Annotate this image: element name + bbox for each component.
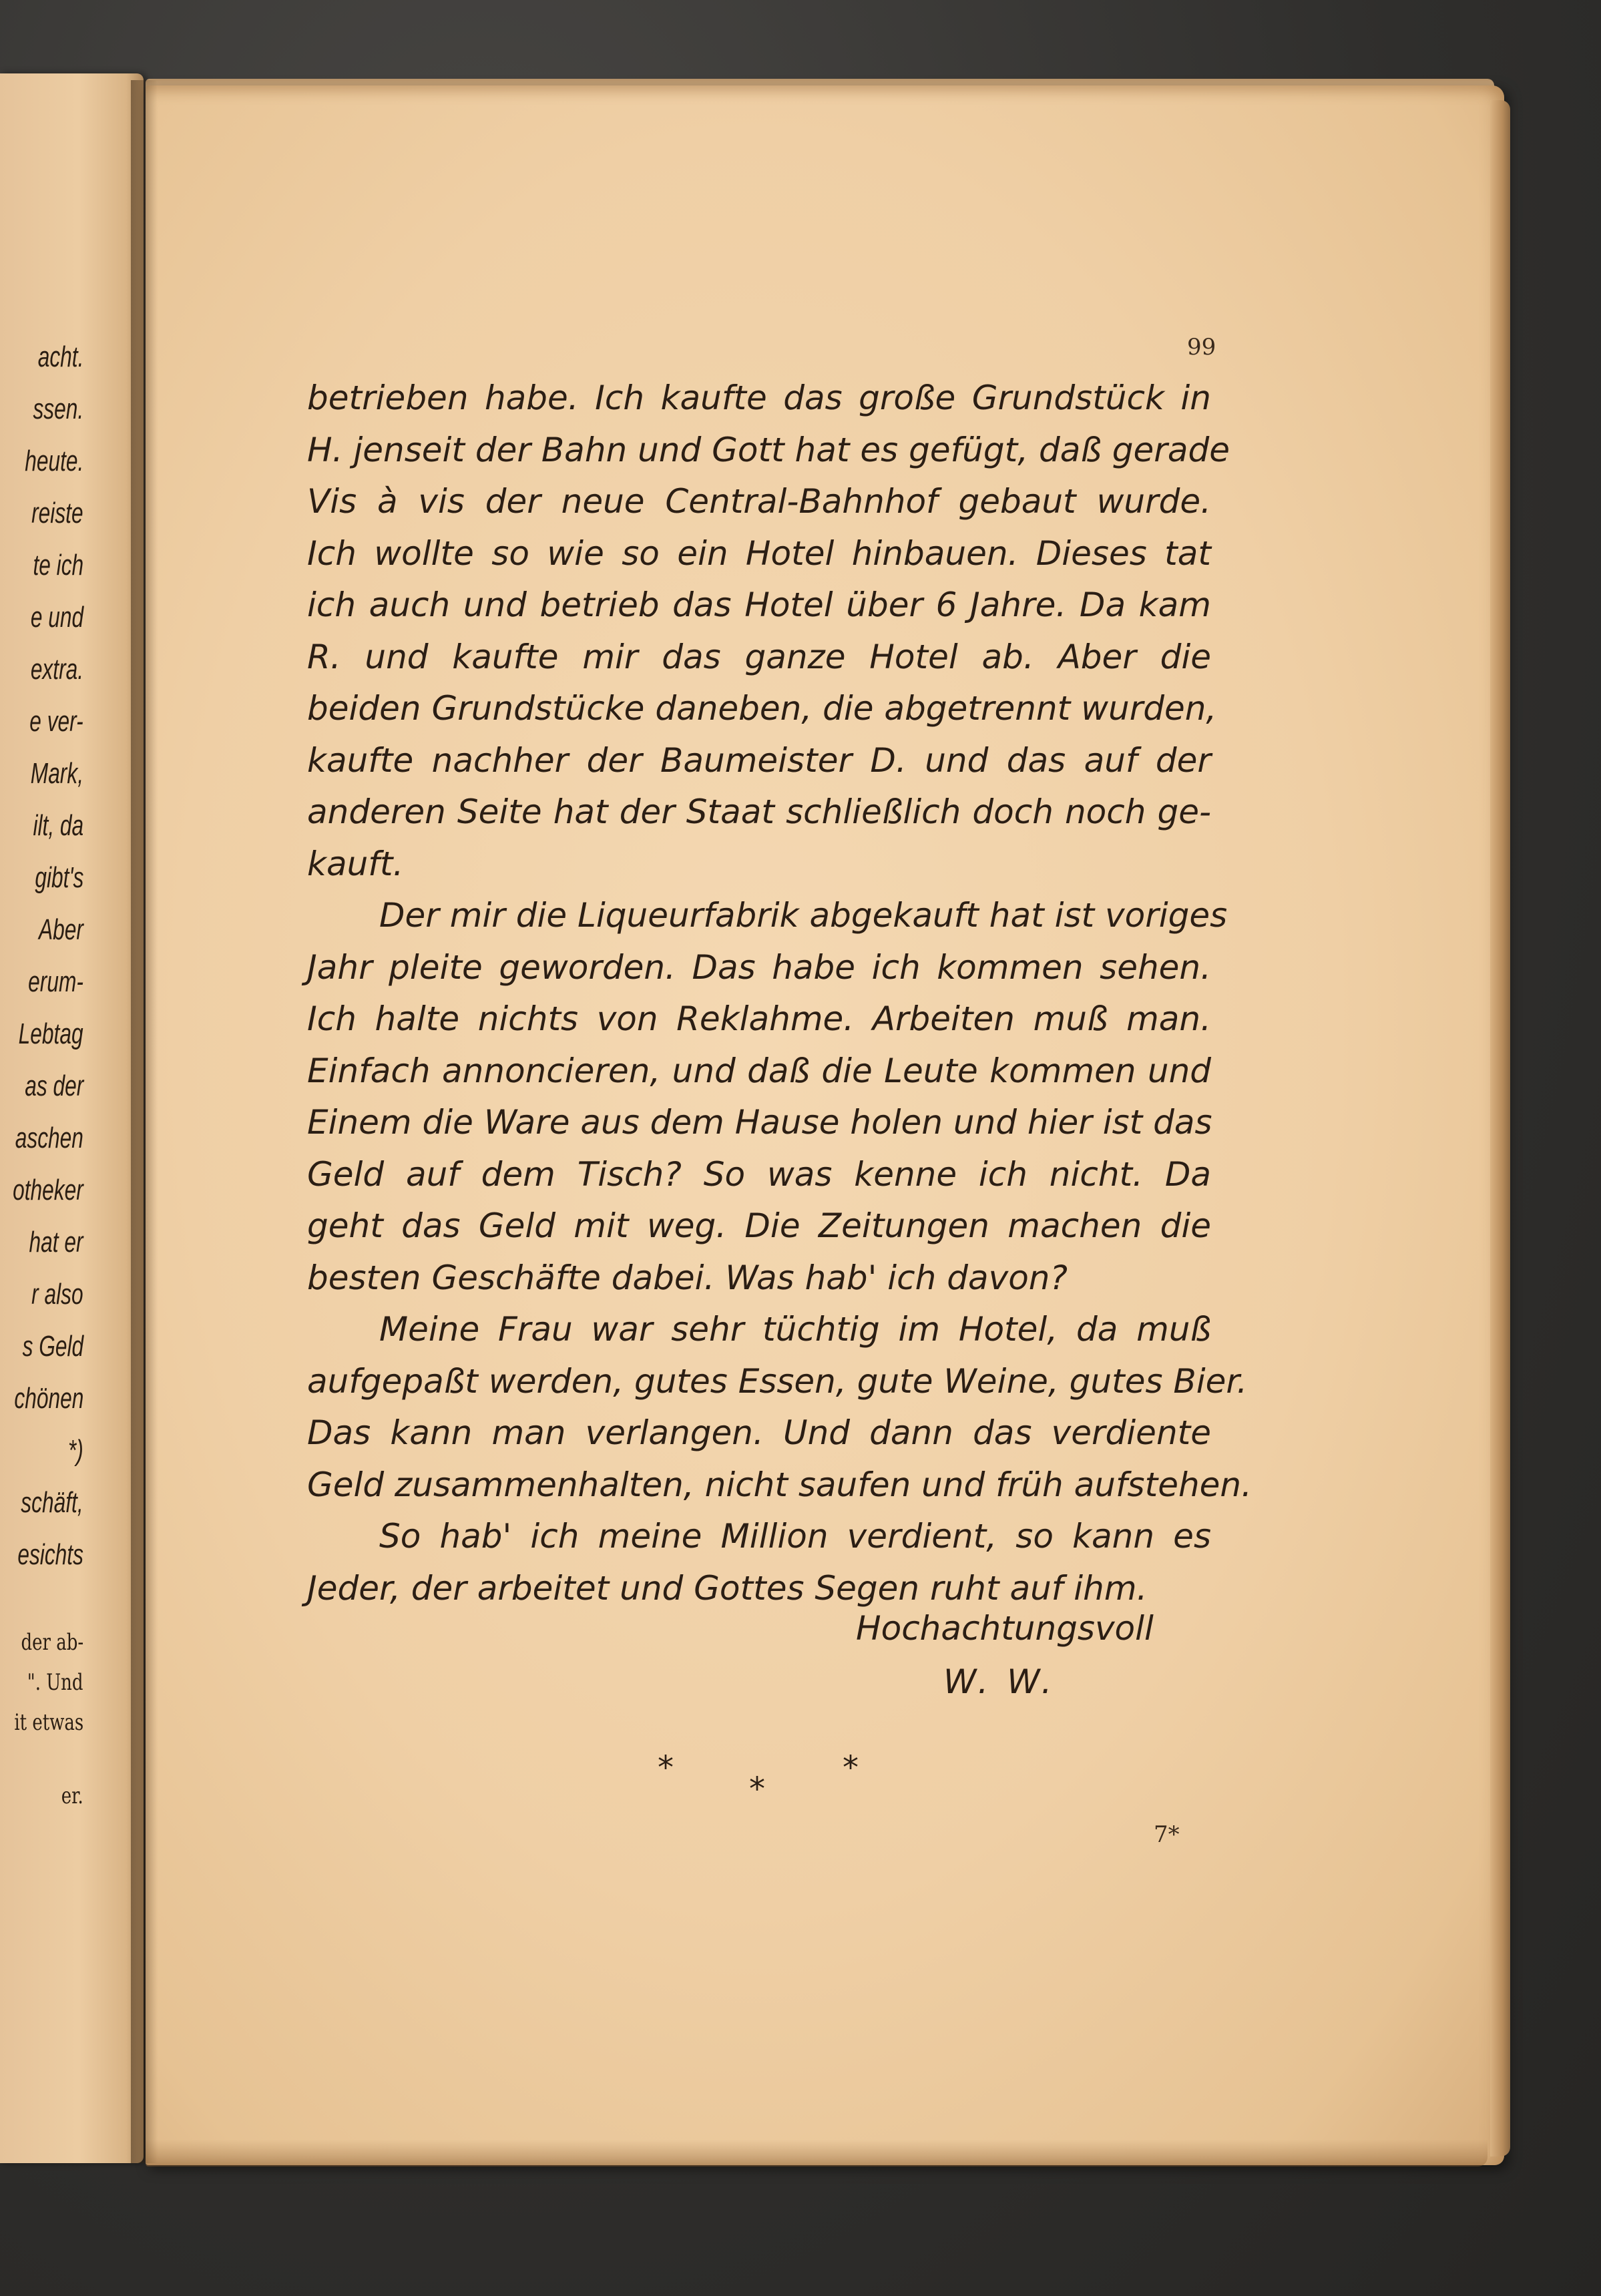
text-line: betrieben habe. Ich kaufte das große Grundstück in [307,379,1211,417]
text-line: Ich wollte so wie so ein Hotel hinbauen. Dieses tat [307,533,1211,573]
text-line: beiden Grundstücke daneben, die abgetrennt wurden, [307,689,1217,728]
page-number: 99 [1187,334,1216,361]
page-right-edge [1490,100,1510,2156]
previous-page-line: r also [31,1278,83,1311]
text-line: aufgepaßt werden, gutes Essen, gute Weine, gutes Bier. [307,1361,1248,1401]
letter-closing: Hochachtungsvoll [856,1609,1154,1648]
previous-page-footnote: der ab- [21,1629,83,1656]
book-gutter [131,80,158,2163]
previous-page-line: esichts [17,1538,83,1571]
text-line: geht das Geld mit weg. Die Zeitungen machen die [307,1206,1211,1245]
text-line: besten Geschäfte dabei. Was hab' ich davon? [307,1258,1068,1297]
previous-page-line: schäft, [21,1486,83,1519]
text-line: Einem die Ware aus dem Hause holen und hier ist das [307,1103,1212,1142]
text-line: Geld zusammenhalten, nicht saufen und früh aufstehen. [307,1465,1252,1504]
text-line: ich auch und betrieb das Hotel über 6 Jahre. Da kam [307,586,1211,624]
previous-page-line: e und [30,601,83,634]
text-line: kaufte nachher der Baumeister D. und das auf der [307,740,1211,780]
text-line: Einfach annoncieren, und daß die Leute kommen und [307,1051,1211,1090]
previous-page-line: ilt, da [33,809,83,842]
previous-page-line: ssen. [33,393,83,425]
text-line: kauft. [307,844,404,883]
body-text [307,373,1252,1614]
previous-page-line: *) [68,1434,83,1467]
previous-page-line: acht. [37,340,83,373]
paragraph-start-line: Meine Frau war sehr tüchtig im Hotel, da muß [379,1310,1211,1349]
asterism-star: * [843,1749,859,1787]
previous-page-line: reiste [31,497,83,529]
previous-page-line: Aber [39,913,83,946]
text-line: Vis à vis der neue Central-Bahnhof gebaut wurde. [307,482,1211,521]
text-line: H. jenseit der Bahn und Gott hat es gefügt, daß gerade [307,430,1230,469]
previous-page-line: s Geld [22,1330,83,1363]
previous-page-footnote: er. [61,1783,83,1809]
asterism-star: * [749,1771,765,1808]
previous-page-line: Mark, [30,757,83,790]
asterism-star: * [658,1749,674,1787]
previous-page-line: as der [24,1070,83,1102]
previous-page-line: Lebtag [19,1017,83,1050]
text-line: Jeder, der arbeitet und Gottes Segen ruht auf ihm. [307,1568,1148,1608]
previous-page-line: otheker [13,1174,83,1206]
letter-signature: W. W. [943,1662,1056,1701]
text-line: R. und kaufte mir das ganze Hotel ab. Aber die [307,637,1211,676]
signature-mark: 7* [1154,1821,1180,1848]
previous-page [0,73,144,2163]
text-line: Jahr pleite geworden. Das habe ich kommen sehen. [307,947,1211,987]
paragraph-start-line: Der mir die Liqueurfabrik abgekauft hat ist voriges [379,896,1228,935]
previous-page-line: extra. [30,653,83,686]
previous-page-line: te ich [33,549,83,582]
previous-page-line: heute. [24,445,83,477]
text-line: Geld auf dem Tisch? So was kenne ich nicht. Da [307,1154,1211,1194]
previous-page-footnote: it etwas [14,1709,83,1736]
previous-page-line: erum- [28,965,83,998]
previous-page-footnote: ". Und [27,1669,83,1696]
previous-page-line: chönen [14,1382,83,1415]
previous-page-line: e ver- [29,705,83,738]
text-line: Ich halte nichts von Reklahme. Arbeiten muß man. [307,999,1211,1038]
paragraph-start-line: So hab' ich meine Million verdient, so kann es [379,1517,1211,1556]
previous-page-text [0,73,144,2163]
page-bottom-edge [146,2140,1488,2166]
text-line: Das kann man verlangen. Und dann das verdiente [307,1413,1211,1452]
previous-page-line: hat er [29,1226,83,1258]
previous-page-line: aschen [15,1122,83,1154]
previous-page-line: gibt's [35,861,83,894]
text-line: anderen Seite hat der Staat schließlich doch noch ge- [307,792,1211,831]
